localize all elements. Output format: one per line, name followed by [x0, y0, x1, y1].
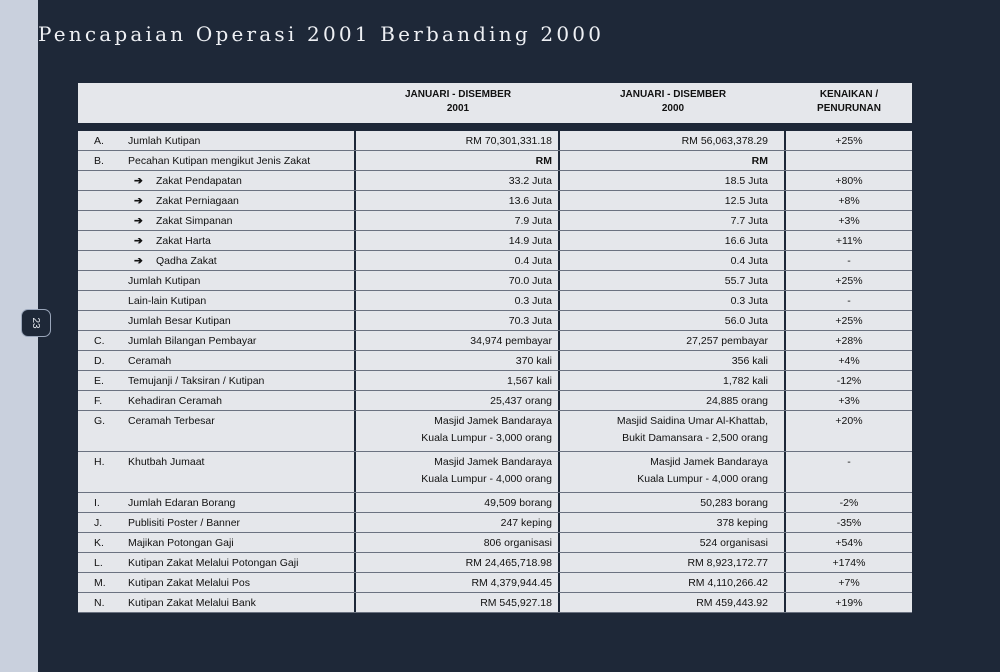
value-2001: RM 70,301,331.18	[356, 131, 560, 150]
value-2000: 24,885 orang	[560, 391, 786, 410]
header-col-2000	[560, 88, 786, 116]
value-2000: 55.7 Juta	[560, 271, 786, 290]
table-row	[78, 331, 912, 351]
value-2000: 0.3 Juta	[560, 291, 786, 310]
value-2000: 56.0 Juta	[560, 311, 786, 330]
table-row	[78, 553, 912, 573]
header-col-change	[786, 88, 912, 116]
row-code	[78, 171, 128, 190]
change-value: -	[847, 255, 851, 267]
row-label	[128, 513, 356, 532]
table-body	[78, 131, 912, 613]
table-row	[78, 371, 912, 391]
value-2000-line: Masjid Jamek Bandaraya	[650, 456, 768, 468]
change-value: +80%	[835, 175, 863, 187]
value-2000: RM 8,923,172.77	[560, 553, 786, 572]
table-row	[78, 271, 912, 291]
row-code	[78, 211, 128, 230]
change-value: -	[847, 456, 851, 468]
value-2001: 13.6 Juta	[356, 191, 560, 210]
row-label	[128, 151, 356, 170]
row-label	[128, 553, 356, 572]
row-code: A.	[94, 135, 104, 147]
value-2001: RM 4,379,944.45	[356, 573, 560, 592]
table-row	[78, 513, 912, 533]
value-2001: 0.4 Juta	[356, 251, 560, 270]
row-code: H.	[94, 456, 105, 468]
value-2001: 33.2 Juta	[356, 171, 560, 190]
value-2000: RM 4,110,266.42	[560, 573, 786, 592]
change-value: +25%	[835, 135, 863, 147]
row-label-text: Qadha Zakat	[156, 255, 217, 267]
row-label-text: Jumlah Bilangan Pembayar	[128, 335, 257, 347]
change-value: -2%	[839, 497, 859, 509]
value-2001: 0.3 Juta	[356, 291, 560, 310]
header-col-2000-line1: JANUARI - DISEMBER	[619, 89, 727, 100]
row-code: C.	[94, 335, 105, 347]
row-label	[128, 593, 356, 612]
header-change-line2: PENURUNAN	[817, 103, 881, 114]
table-row	[78, 171, 912, 191]
value-2000: 50,283 borang	[560, 493, 786, 512]
row-code	[78, 291, 128, 310]
row-label-text: Ceramah Terbesar	[128, 415, 215, 427]
value-2001: RM 545,927.18	[356, 593, 560, 612]
table-header	[78, 83, 912, 125]
change-value: -	[847, 295, 851, 307]
row-label-text: Jumlah Kutipan	[128, 135, 201, 147]
row-label-text: Publisiti Poster / Banner	[128, 517, 241, 529]
value-2001: 247 keping	[356, 513, 560, 532]
value-2001: 14.9 Juta	[356, 231, 560, 250]
row-code	[78, 191, 128, 210]
table-row	[78, 593, 912, 613]
row-label	[128, 331, 356, 350]
row-label-text: Zakat Perniagaan	[156, 195, 239, 207]
value-2001-line: Kuala Lumpur - 3,000 orang	[421, 432, 552, 444]
change-value: +19%	[835, 597, 863, 609]
table-row	[78, 311, 912, 331]
change-value: +25%	[835, 275, 863, 287]
row-code: F.	[94, 395, 103, 407]
row-code: D.	[94, 355, 105, 367]
value-2001: 70.3 Juta	[356, 311, 560, 330]
row-label	[128, 231, 356, 250]
value-2000: 12.5 Juta	[560, 191, 786, 210]
row-code: G.	[94, 415, 106, 427]
value-2000: 18.5 Juta	[560, 171, 786, 190]
table-row	[78, 493, 912, 513]
table-row	[78, 231, 912, 251]
value-2001: 34,974 pembayar	[356, 331, 560, 350]
row-label	[128, 573, 356, 592]
value-2000: 1,782 kali	[560, 371, 786, 390]
table-row	[78, 411, 912, 452]
change-value: +3%	[838, 215, 860, 227]
value-2001: RM 24,465,718.98	[356, 553, 560, 572]
value-2001	[356, 411, 560, 451]
row-code: J.	[94, 517, 103, 529]
arrow-icon: ➔	[134, 255, 143, 267]
row-code: N.	[94, 597, 105, 609]
row-label-text: Zakat Simpanan	[156, 215, 233, 227]
row-label	[128, 533, 356, 552]
table-row	[78, 131, 912, 151]
change-value: +25%	[835, 315, 863, 327]
row-label-text: Lain-lain Kutipan	[128, 295, 207, 307]
change-value: +11%	[835, 235, 863, 247]
value-2001: 1,567 kali	[356, 371, 560, 390]
change-value: -35%	[836, 517, 862, 529]
row-label	[128, 131, 356, 150]
change-value: +3%	[838, 395, 860, 407]
value-2000: 0.4 Juta	[560, 251, 786, 270]
row-label-text: Zakat Harta	[156, 235, 211, 247]
value-2001: 49,509 borang	[356, 493, 560, 512]
header-col-2001-line2: 2001	[446, 103, 470, 114]
change-value: +7%	[838, 577, 860, 589]
value-2000-line: Masjid Saidina Umar Al-Khattab,	[616, 415, 768, 427]
header-col-2001-line1: JANUARI - DISEMBER	[404, 89, 512, 100]
row-label	[128, 411, 356, 451]
value-2001-line: Masjid Jamek Bandaraya	[434, 456, 552, 468]
value-2000: RM 459,443.92	[560, 593, 786, 612]
value-2000-line: Kuala Lumpur - 4,000 orang	[637, 473, 768, 485]
table-row	[78, 573, 912, 593]
arrow-icon: ➔	[134, 215, 143, 227]
table-row	[78, 391, 912, 411]
row-label-text: Ceramah	[128, 355, 172, 367]
arrow-icon: ➔	[134, 195, 143, 207]
table-row	[78, 351, 912, 371]
row-label	[128, 191, 356, 210]
row-label-text: Pecahan Kutipan mengikut Jenis Zakat	[128, 155, 311, 167]
table-row	[78, 151, 912, 171]
row-label	[128, 271, 356, 290]
table-row	[78, 291, 912, 311]
value-2001: 7.9 Juta	[356, 211, 560, 230]
row-label	[128, 351, 356, 370]
row-label-text: Jumlah Besar Kutipan	[128, 315, 231, 327]
table-row	[78, 191, 912, 211]
row-label-text: Jumlah Edaran Borang	[128, 497, 236, 509]
page-title: Pencapaian Operasi 2001 Berbanding 2000	[38, 22, 605, 46]
row-label	[128, 391, 356, 410]
row-label	[128, 493, 356, 512]
row-label-text: Jumlah Kutipan	[128, 275, 201, 287]
row-label-text: Kutipan Zakat Melalui Potongan Gaji	[128, 557, 299, 569]
row-code	[78, 251, 128, 270]
row-label-text: Temujanji / Taksiran / Kutipan	[128, 375, 265, 387]
value-2000: 378 keping	[560, 513, 786, 532]
header-col-2000-line2: 2000	[661, 103, 685, 114]
row-code: L.	[94, 557, 103, 569]
row-label	[128, 171, 356, 190]
change-value: -12%	[836, 375, 862, 387]
value-2000: 16.6 Juta	[560, 231, 786, 250]
row-code: E.	[94, 375, 104, 387]
table-row	[78, 211, 912, 231]
value-2001: 70.0 Juta	[356, 271, 560, 290]
change-value: +20%	[835, 415, 863, 427]
row-code: B.	[94, 155, 104, 167]
value-2000: 27,257 pembayar	[560, 331, 786, 350]
row-label	[128, 291, 356, 310]
row-label-text: Majikan Potongan Gaji	[128, 537, 234, 549]
row-label-text: Kehadiran Ceramah	[128, 395, 222, 407]
value-2000: 7.7 Juta	[560, 211, 786, 230]
table-row	[78, 533, 912, 553]
arrow-icon: ➔	[134, 175, 143, 187]
value-2001-line: Kuala Lumpur - 4,000 orang	[421, 473, 552, 485]
value-2000: 524 organisasi	[560, 533, 786, 552]
row-label-text: Kutipan Zakat Melalui Bank	[128, 597, 256, 609]
value-2000-line: Bukit Damansara - 2,500 orang	[622, 432, 768, 444]
row-label-text: Khutbah Jumaat	[128, 456, 205, 468]
row-code: K.	[94, 537, 104, 549]
change-value: +4%	[838, 355, 860, 367]
performance-table	[78, 83, 912, 613]
value-2000: RM	[560, 151, 786, 170]
value-2001: 25,437 orang	[356, 391, 560, 410]
row-label	[128, 452, 356, 492]
row-code	[78, 311, 128, 330]
arrow-icon: ➔	[134, 235, 143, 247]
change-value: +28%	[835, 335, 863, 347]
row-code: M.	[94, 577, 106, 589]
row-label	[128, 211, 356, 230]
value-2001-line: Masjid Jamek Bandaraya	[434, 415, 552, 427]
row-label	[128, 311, 356, 330]
row-label	[128, 371, 356, 390]
table-row	[78, 251, 912, 271]
row-code	[78, 231, 128, 250]
row-label-text: Kutipan Zakat Melalui Pos	[128, 577, 250, 589]
value-2000: 356 kali	[560, 351, 786, 370]
row-code: I.	[94, 497, 100, 509]
row-label-text: Zakat Pendapatan	[156, 175, 242, 187]
table-row	[78, 452, 912, 493]
change-value	[786, 151, 912, 170]
value-2001	[356, 452, 560, 492]
page-number: 23	[21, 309, 51, 337]
change-value: +174%	[832, 557, 866, 569]
value-2001: 806 organisasi	[356, 533, 560, 552]
change-value: +54%	[835, 537, 863, 549]
row-label	[128, 251, 356, 270]
value-2000: RM 56,063,378.29	[560, 131, 786, 150]
row-code	[78, 271, 128, 290]
header-change-line1: KENAIKAN /	[819, 89, 879, 100]
value-2001: 370 kali	[356, 351, 560, 370]
value-2001: RM	[356, 151, 560, 170]
value-2000	[560, 452, 786, 492]
value-2000	[560, 411, 786, 451]
change-value: +8%	[838, 195, 860, 207]
header-col-2001	[356, 88, 560, 116]
